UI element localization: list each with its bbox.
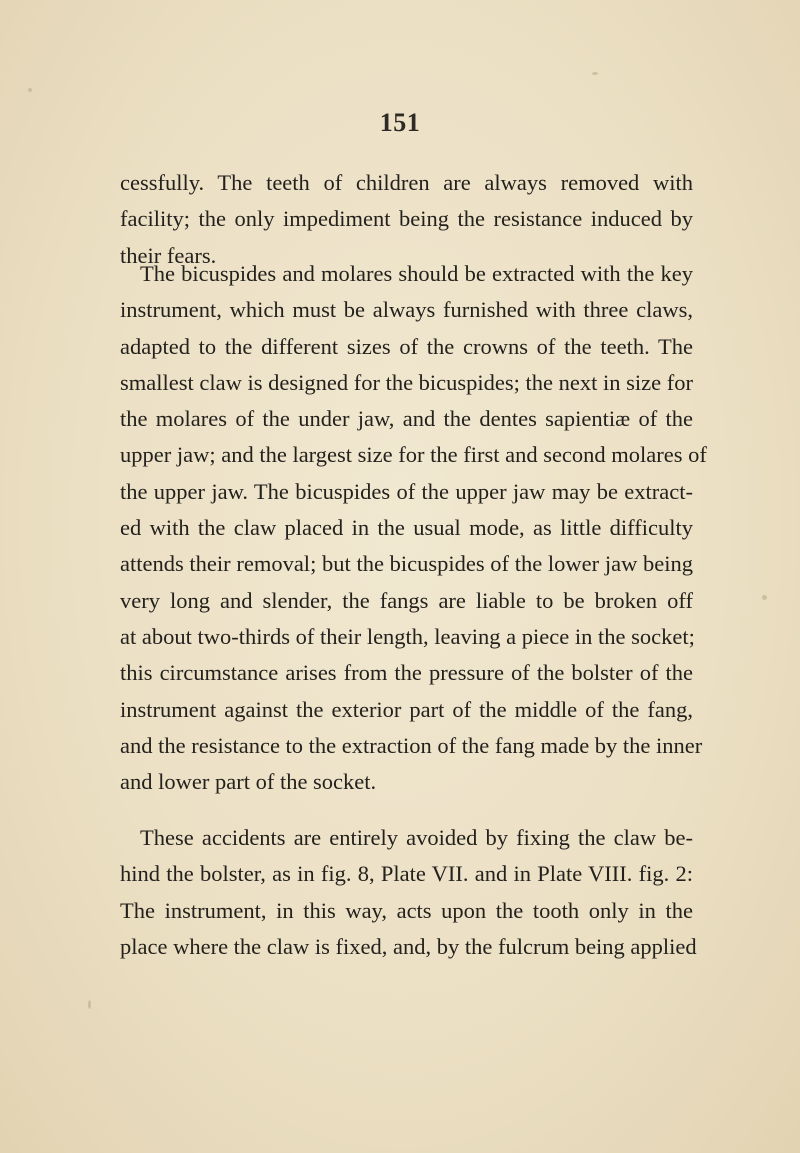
- text-line: at about two-thirds of their length, leaving a piece in the socket;: [120, 623, 695, 649]
- text-line: and lower part of the socket.: [120, 769, 377, 795]
- text-line: hind the bolster, as in fig. 8, Plate VII. and in Plate VIII. fig. 2:: [120, 861, 693, 887]
- text-line: adapted to the different sizes of the crowns of the teeth. The: [120, 333, 693, 359]
- paper-speck: [762, 595, 767, 600]
- text-line: These accidents are entirely avoided by fixing the claw be-: [140, 825, 693, 850]
- text-line: their fears.: [120, 242, 217, 268]
- paper-speck: [28, 88, 32, 92]
- text-line: ed with the claw placed in the usual mode, as little difficulty: [120, 515, 693, 541]
- text-line: and the resistance to the extraction of the fang made by the inner: [120, 732, 703, 758]
- paragraph-3: [120, 820, 697, 965]
- text-line: cessfully. The teeth of children are always removed with: [120, 170, 693, 195]
- page-number: 151: [379, 108, 421, 137]
- text-line: instrument, which must be always furnished with three claws,: [120, 297, 693, 323]
- text-line: the upper jaw. The bicuspides of the upper jaw may be extract-: [120, 478, 693, 504]
- text-line: place where the claw is fixed, and, by the fulcrum being applied: [120, 933, 697, 959]
- text-line: The instrument, in this way, acts upon the tooth only in the: [120, 897, 693, 923]
- text-line: the molares of the under jaw, and the dentes sapientiæ of the: [120, 406, 693, 432]
- text-line: this circumstance arises from the pressure of the bolster of the: [120, 660, 693, 686]
- paper-speck: [88, 1000, 91, 1009]
- text-line: smallest claw is designed for the bicuspides; the next in size for: [120, 369, 693, 395]
- text-line: very long and slender, the fangs are liable to be broken off: [120, 587, 693, 613]
- text-line: facility; the only impediment being the resistance induced by: [120, 206, 693, 232]
- text-line: upper jaw; and the largest size for the first and second molares of: [120, 442, 707, 468]
- text-line: attends their removal; but the bicuspides of the lower jaw being: [120, 551, 693, 577]
- paragraph-2: [120, 256, 707, 800]
- paper-speck: [592, 72, 598, 75]
- text-line: The bicuspides and molares should be extracted with the key: [140, 261, 693, 286]
- text-line: instrument against the exterior part of the middle of the fang,: [120, 696, 693, 722]
